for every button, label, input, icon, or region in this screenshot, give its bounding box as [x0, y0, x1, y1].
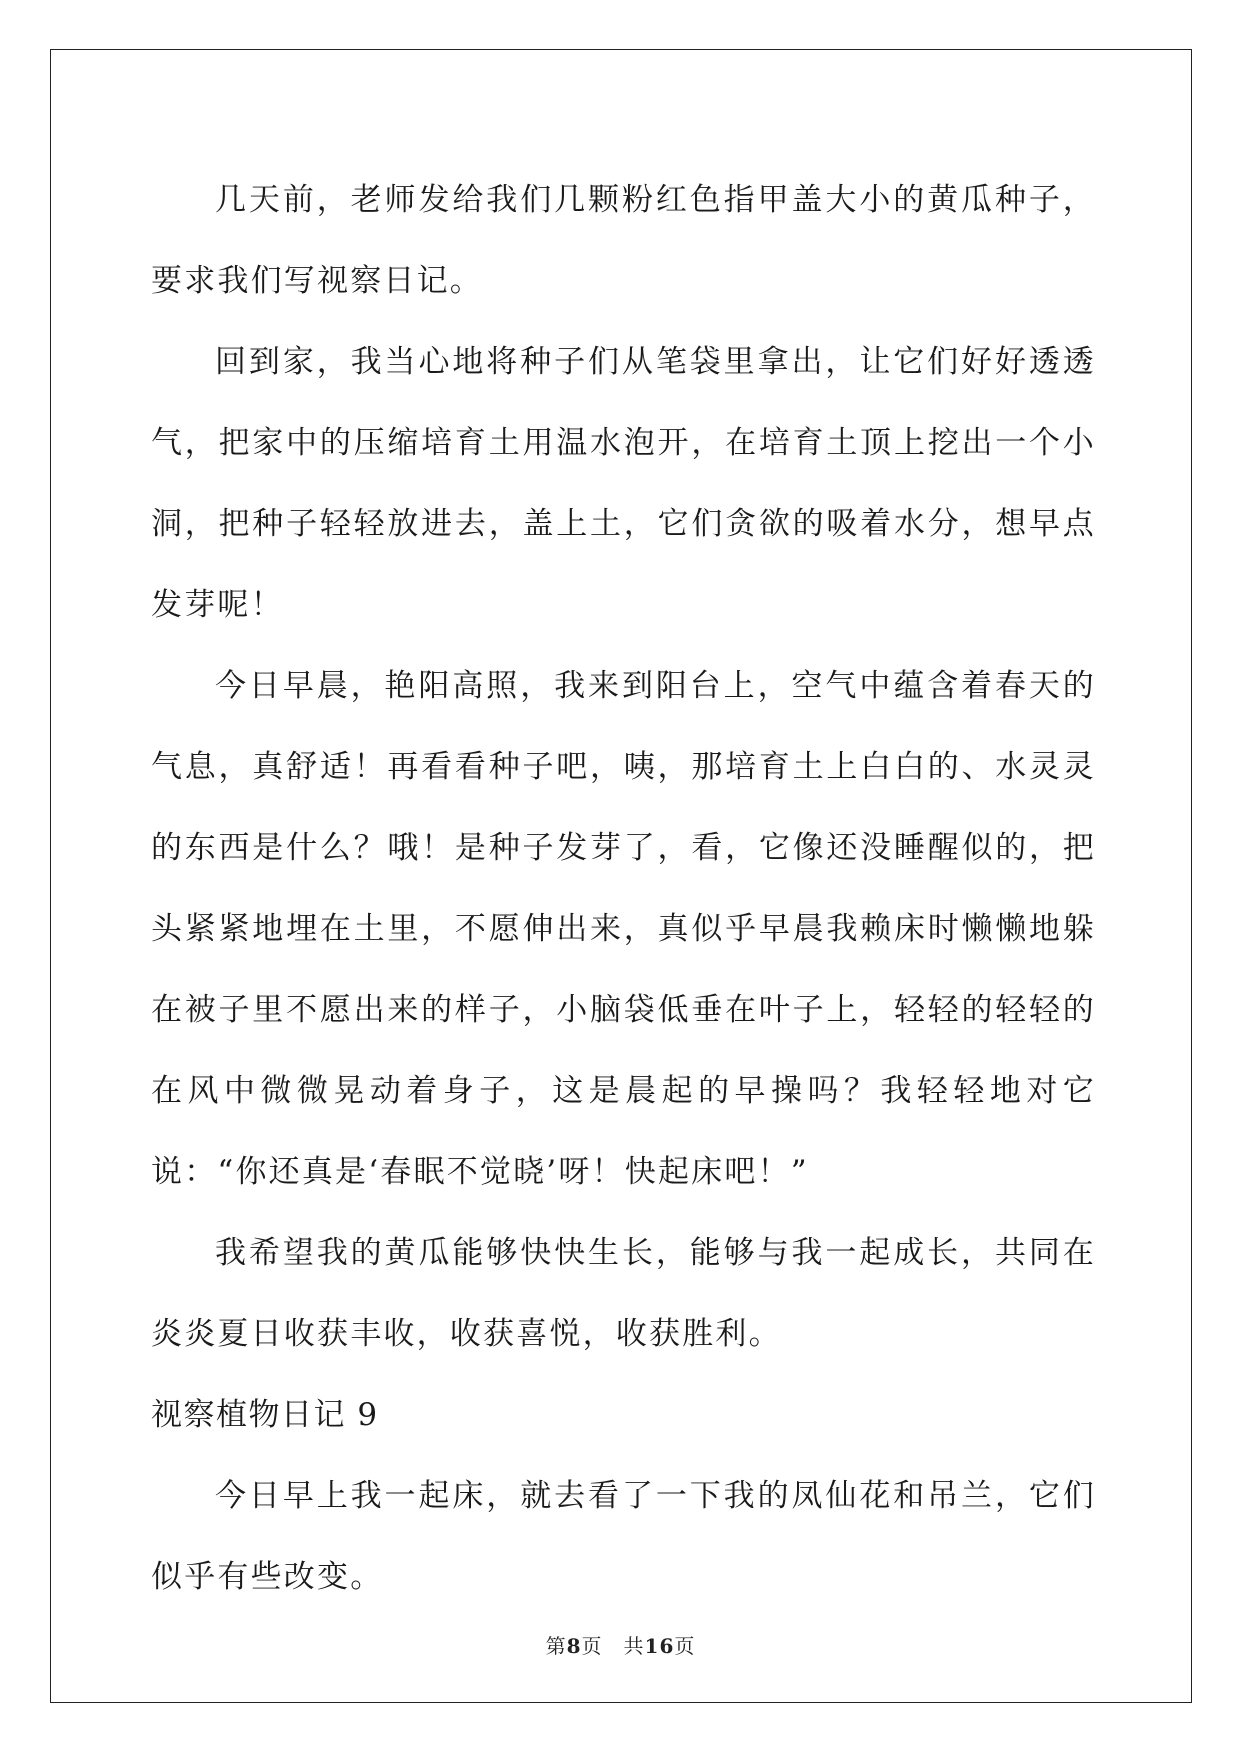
paragraph-2: 回到家，我当心地将种子们从笔袋里拿出，让它们好好透透气，把家中的压缩培育土用温水泡开，在培育土顶上挖出一个小洞，把种子轻轻放进去，盖上土，它们贪欲的吸着水分，想早点发芽呢！ [151, 344, 1096, 623]
paragraph-1: 几天前，老师发给我们几颗粉红色指甲盖大小的黄瓜种子，要求我们写视察日记。 [151, 182, 1096, 299]
footer-current-page: 8 [566, 1634, 582, 1658]
page-footer [0, 1630, 1241, 1659]
document-body [151, 160, 1096, 1618]
section-heading: 视察植物日记 9 [151, 1397, 379, 1433]
footer-mid: 页 共 [581, 1634, 645, 1658]
footer-suffix: 页 [674, 1634, 696, 1658]
section-paragraph: 今日早上我一起床，就去看了一下我的凤仙花和吊兰，它们似乎有些改变。 [151, 1478, 1096, 1595]
paragraph-4: 我希望我的黄瓜能够快快生长，能够与我一起成长，共同在炎炎夏日收获丰收，收获喜悦，收获胜利。 [151, 1235, 1096, 1352]
paragraph-3: 今日早晨，艳阳高照，我来到阳台上，空气中蕴含着春天的气息，真舒适！再看看种子吧，咦，那培育土上白白的、水灵灵的东西是什么？哦！是种子发芽了，看，它像还没睡醒似的，把头紧紧地埋在土里，不愿伸出来，真似乎早晨我赖床时懒懒地躲在被子里不愿出来的样子，小脑袋低垂在叶子上，轻轻的轻轻的在风中微微晃动着身子，这是晨起的早操吗？我轻轻地对它说：“你还真是‘春眠不觉晓’呀！快起床吧！” [151, 668, 1096, 1190]
footer-total-pages: 16 [644, 1634, 675, 1658]
footer-prefix: 第 [545, 1634, 567, 1658]
